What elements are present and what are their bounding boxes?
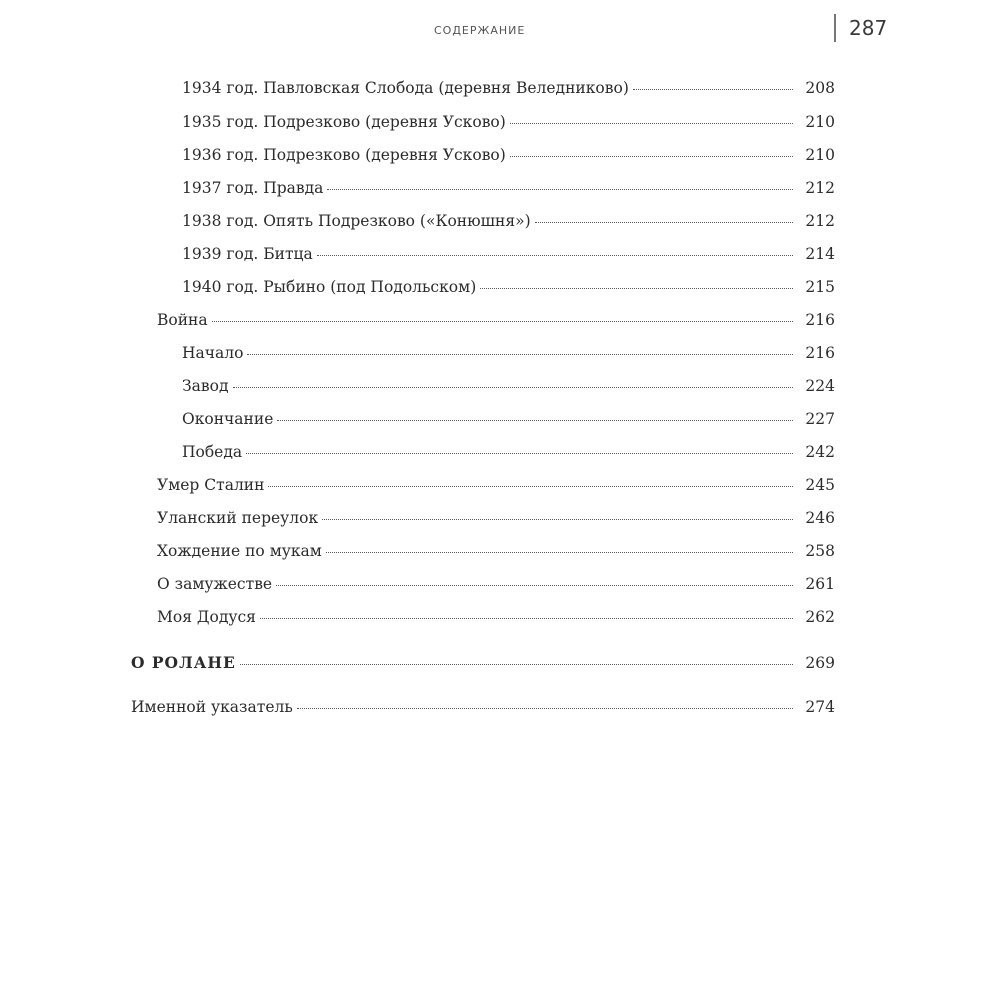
toc-leader-dots — [233, 387, 794, 388]
toc-entry — [157, 540, 835, 562]
toc-entry — [157, 309, 835, 331]
toc-entry-title: 1940 год. Рыбино (под Подольском) — [182, 278, 477, 296]
toc-entry-page: 245 — [805, 476, 835, 494]
toc-entry-page: 224 — [805, 377, 835, 395]
toc-leader-dots — [510, 156, 793, 157]
toc-entry-page: 212 — [805, 212, 835, 230]
toc-entry-title: 1939 год. Битца — [182, 245, 313, 263]
toc-leader-dots — [247, 354, 793, 355]
toc-entry — [157, 474, 835, 496]
toc-entry-title: Победа — [182, 443, 243, 461]
toc-leader-dots — [268, 486, 793, 487]
toc-entry-page: 246 — [805, 509, 835, 527]
toc-leader-dots — [212, 321, 793, 322]
toc-entry-title: Уланский переулок — [157, 509, 319, 527]
toc-entry-title: Моя Додуся — [157, 608, 256, 626]
toc-entry-title: 1936 год. Подрезково (деревня Усково) — [182, 146, 506, 164]
header-divider — [834, 14, 836, 42]
toc-entry-page: 214 — [805, 245, 835, 263]
toc-entry — [131, 696, 835, 718]
toc-leader-dots — [327, 189, 793, 190]
toc-entry-page: 216 — [805, 311, 835, 329]
toc-leader-dots — [510, 123, 793, 124]
toc-entry — [182, 408, 835, 430]
toc-entry-page: 216 — [805, 344, 835, 362]
toc-entry-page: 261 — [805, 575, 835, 593]
toc-leader-dots — [277, 420, 793, 421]
toc-entry-title: 1937 год. Правда — [182, 179, 324, 197]
toc-entry-title: Начало — [182, 344, 244, 362]
toc-entry — [182, 276, 835, 298]
toc-entry-title: Окончание — [182, 410, 274, 428]
toc-entry — [182, 342, 835, 364]
toc-entry-title: Умер Сталин — [157, 476, 265, 494]
toc-entry-title: Хождение по мукам — [157, 542, 322, 560]
toc-leader-dots — [246, 453, 793, 454]
toc-leader-dots — [276, 585, 793, 586]
toc-entry-title: Война — [157, 311, 208, 329]
toc-entry-page: 258 — [805, 542, 835, 560]
toc-entry — [182, 111, 835, 133]
toc-entry — [182, 177, 835, 199]
toc-leader-dots — [317, 255, 793, 256]
toc-entry-page: 242 — [805, 443, 835, 461]
toc-entry-page: 215 — [805, 278, 835, 296]
toc-entry-page: 262 — [805, 608, 835, 626]
toc-entry-title: О РОЛАНЕ — [131, 653, 236, 672]
toc-entry — [182, 375, 835, 397]
page-number: 287 — [849, 16, 888, 40]
toc-leader-dots — [326, 552, 793, 553]
toc-entry — [182, 210, 835, 232]
toc-entry-title: Именной указатель — [131, 698, 293, 716]
toc-entry-title: Завод — [182, 377, 229, 395]
toc-entry-title: 1934 год. Павловская Слобода (деревня Веледниково) — [182, 79, 629, 97]
toc-entry-title: 1938 год. Опять Подрезково («Конюшня») — [182, 212, 531, 230]
toc-entry — [157, 507, 835, 529]
toc-entry — [182, 77, 835, 99]
running-header-title: СОДЕРЖАНИЕ — [434, 24, 526, 37]
toc-leader-dots — [240, 664, 793, 665]
toc-leader-dots — [297, 708, 793, 709]
toc-entry-page: 210 — [805, 146, 835, 164]
toc-entry — [182, 441, 835, 463]
toc-entry — [131, 652, 835, 674]
toc-entry-title: О замужестве — [157, 575, 273, 593]
toc-entry-page: 210 — [805, 113, 835, 131]
toc-entry — [157, 606, 835, 628]
toc-entry-page: 274 — [805, 698, 835, 716]
toc-entry — [182, 243, 835, 265]
toc-leader-dots — [260, 618, 793, 619]
toc-entry-page: 269 — [805, 654, 835, 672]
toc-entry-page: 227 — [805, 410, 835, 428]
toc-entry — [157, 573, 835, 595]
toc-entry-title: 1935 год. Подрезково (деревня Усково) — [182, 113, 506, 131]
toc-leader-dots — [322, 519, 793, 520]
toc-leader-dots — [633, 89, 793, 90]
toc-leader-dots — [535, 222, 793, 223]
toc-entry-page: 212 — [805, 179, 835, 197]
toc-leader-dots — [480, 288, 793, 289]
toc-entry-page: 208 — [805, 79, 835, 97]
toc-entry — [182, 144, 835, 166]
